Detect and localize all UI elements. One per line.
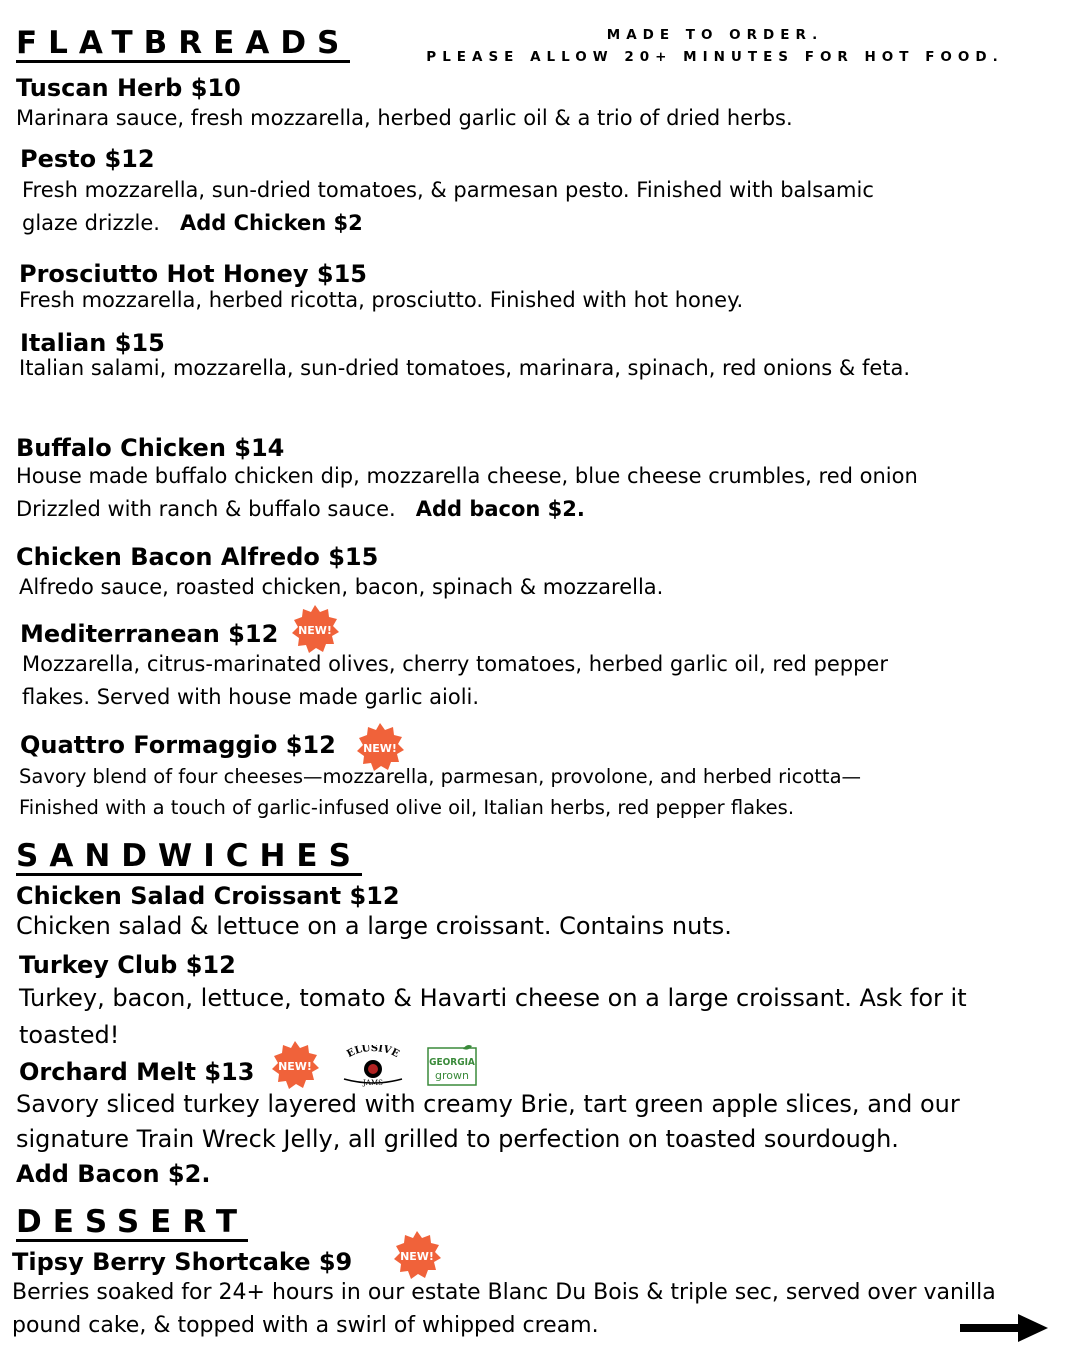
section-heading-dessert: DESSERT bbox=[16, 1204, 248, 1240]
elusive-jams-logo bbox=[336, 1045, 410, 1087]
georgia-grown-line1: GEORGIA bbox=[429, 1057, 475, 1068]
item-desc-orchard-melt-text: Savory sliced turkey layered with creamy Brie, tart green apple slices, and our signature Train Wreck Jelly, all grilled to perfection on toasted sourdough. bbox=[16, 1090, 960, 1153]
new-badge-text: NEW! bbox=[400, 1250, 434, 1263]
item-desc-orchard-melt bbox=[16, 1087, 1066, 1192]
notice-line-1: MADE TO ORDER. bbox=[606, 27, 824, 43]
item-desc-italian: Italian salami, mozzarella, sun-dried tomatoes, marinara, spinach, red onions & feta. bbox=[19, 356, 911, 380]
elusive-jams-bottom-text: JAMS bbox=[363, 1079, 383, 1087]
item-desc-prosciutto: Fresh mozzarella, herbed ricotta, prosciutto. Finished with hot honey. bbox=[19, 288, 744, 312]
item-desc-quattro-line1: Savory blend of four cheeses—mozzarella, parmesan, provolone, and herbed ricotta— bbox=[19, 765, 862, 788]
item-title-tuscan-herb: Tuscan Herb $10 bbox=[16, 74, 241, 102]
item-desc-buffalo-line1: House made buffalo chicken dip, mozzarella cheese, blue cheese crumbles, red onion bbox=[16, 464, 918, 488]
item-desc-mediterranean: Mozzarella, citrus-marinated olives, cherry tomatoes, herbed garlic oil, red pepper flakes. Served with house made garlic aioli. bbox=[22, 652, 888, 709]
elusive-jams-logo-graphic bbox=[336, 1045, 410, 1087]
section-heading-sandwiches: SANDWICHES bbox=[16, 838, 362, 874]
item-title-tipsy-berry-shortcake: Tipsy Berry Shortcake $9 bbox=[12, 1248, 353, 1276]
item-title-chicken-salad-croissant: Chicken Salad Croissant $12 bbox=[16, 882, 400, 910]
item-title-mediterranean: Mediterranean $12 bbox=[20, 620, 279, 648]
item-title-italian: Italian $15 bbox=[20, 329, 165, 357]
item-desc-turkey-club: Turkey, bacon, lettuce, tomato & Havarti cheese on a large croissant. Ask for it toasted! bbox=[19, 984, 967, 1049]
item-desc-pesto bbox=[22, 174, 922, 240]
georgia-grown-line2: grown bbox=[435, 1069, 469, 1082]
new-badge-text: NEW! bbox=[363, 742, 397, 755]
item-addon-buffalo: Add bacon $2. bbox=[415, 497, 585, 521]
item-title-pesto: Pesto $12 bbox=[20, 145, 155, 173]
item-title-turkey-club: Turkey Club $12 bbox=[19, 951, 236, 979]
georgia-grown-logo bbox=[427, 1044, 477, 1086]
new-badge-orchard-melt bbox=[270, 1040, 320, 1090]
new-badge-text: NEW! bbox=[298, 624, 332, 637]
item-title-orchard-melt: Orchard Melt $13 bbox=[19, 1058, 255, 1086]
new-badge-text: NEW! bbox=[278, 1060, 312, 1073]
item-desc-buffalo-text: Drizzled with ranch & buffalo sauce. bbox=[16, 497, 396, 521]
item-desc-chicken-salad-croissant: Chicken salad & lettuce on a large croissant. Contains nuts. bbox=[16, 912, 732, 940]
item-desc-quattro-line2: Finished with a touch of garlic-infused olive oil, Italian herbs, red pepper flakes. bbox=[19, 796, 795, 819]
notice-line-2: PLEASE ALLOW 20+ MINUTES FOR HOT FOOD. bbox=[426, 49, 1004, 65]
item-title-prosciutto: Prosciutto Hot Honey $15 bbox=[19, 260, 367, 288]
new-badge-icon bbox=[392, 1230, 442, 1280]
item-addon-pesto: Add Chicken $2 bbox=[179, 211, 363, 235]
item-desc-tipsy-berry-shortcake: Berries soaked for 24+ hours in our estate Blanc Du Bois & triple sec, served over vanilla pound cake, & topped with a swirl of whipped cream. bbox=[12, 1280, 996, 1338]
new-badge-shortcake bbox=[392, 1230, 442, 1280]
item-addon-orchard-melt: Add Bacon $2. bbox=[16, 1160, 211, 1188]
item-title-chicken-bacon-alfredo: Chicken Bacon Alfredo $15 bbox=[16, 543, 379, 571]
item-desc-buffalo-line2 bbox=[16, 493, 585, 526]
item-title-buffalo-chicken: Buffalo Chicken $14 bbox=[16, 434, 285, 462]
new-badge-mediterranean bbox=[290, 604, 340, 654]
georgia-grown-logo-graphic bbox=[427, 1044, 477, 1086]
elusive-jams-top-text: ELUSIVE bbox=[345, 1045, 401, 1061]
item-desc-chicken-bacon-alfredo: Alfredo sauce, roasted chicken, bacon, spinach & mozzarella. bbox=[19, 575, 664, 599]
item-desc-tuscan-herb: Marinara sauce, fresh mozzarella, herbed garlic oil & a trio of dried herbs. bbox=[16, 106, 793, 130]
next-page-arrow-icon[interactable] bbox=[958, 1312, 1050, 1344]
section-heading-flatbreads: FLATBREADS bbox=[16, 25, 351, 61]
item-title-quattro-formaggio: Quattro Formaggio $12 bbox=[20, 731, 336, 759]
order-notice bbox=[425, 24, 1005, 68]
new-badge-icon bbox=[270, 1040, 320, 1090]
item-desc-pesto-text: Fresh mozzarella, sun-dried tomatoes, & parmesan pesto. Finished with balsamic glaze drizzle. bbox=[22, 178, 874, 235]
new-badge-icon bbox=[290, 604, 340, 654]
